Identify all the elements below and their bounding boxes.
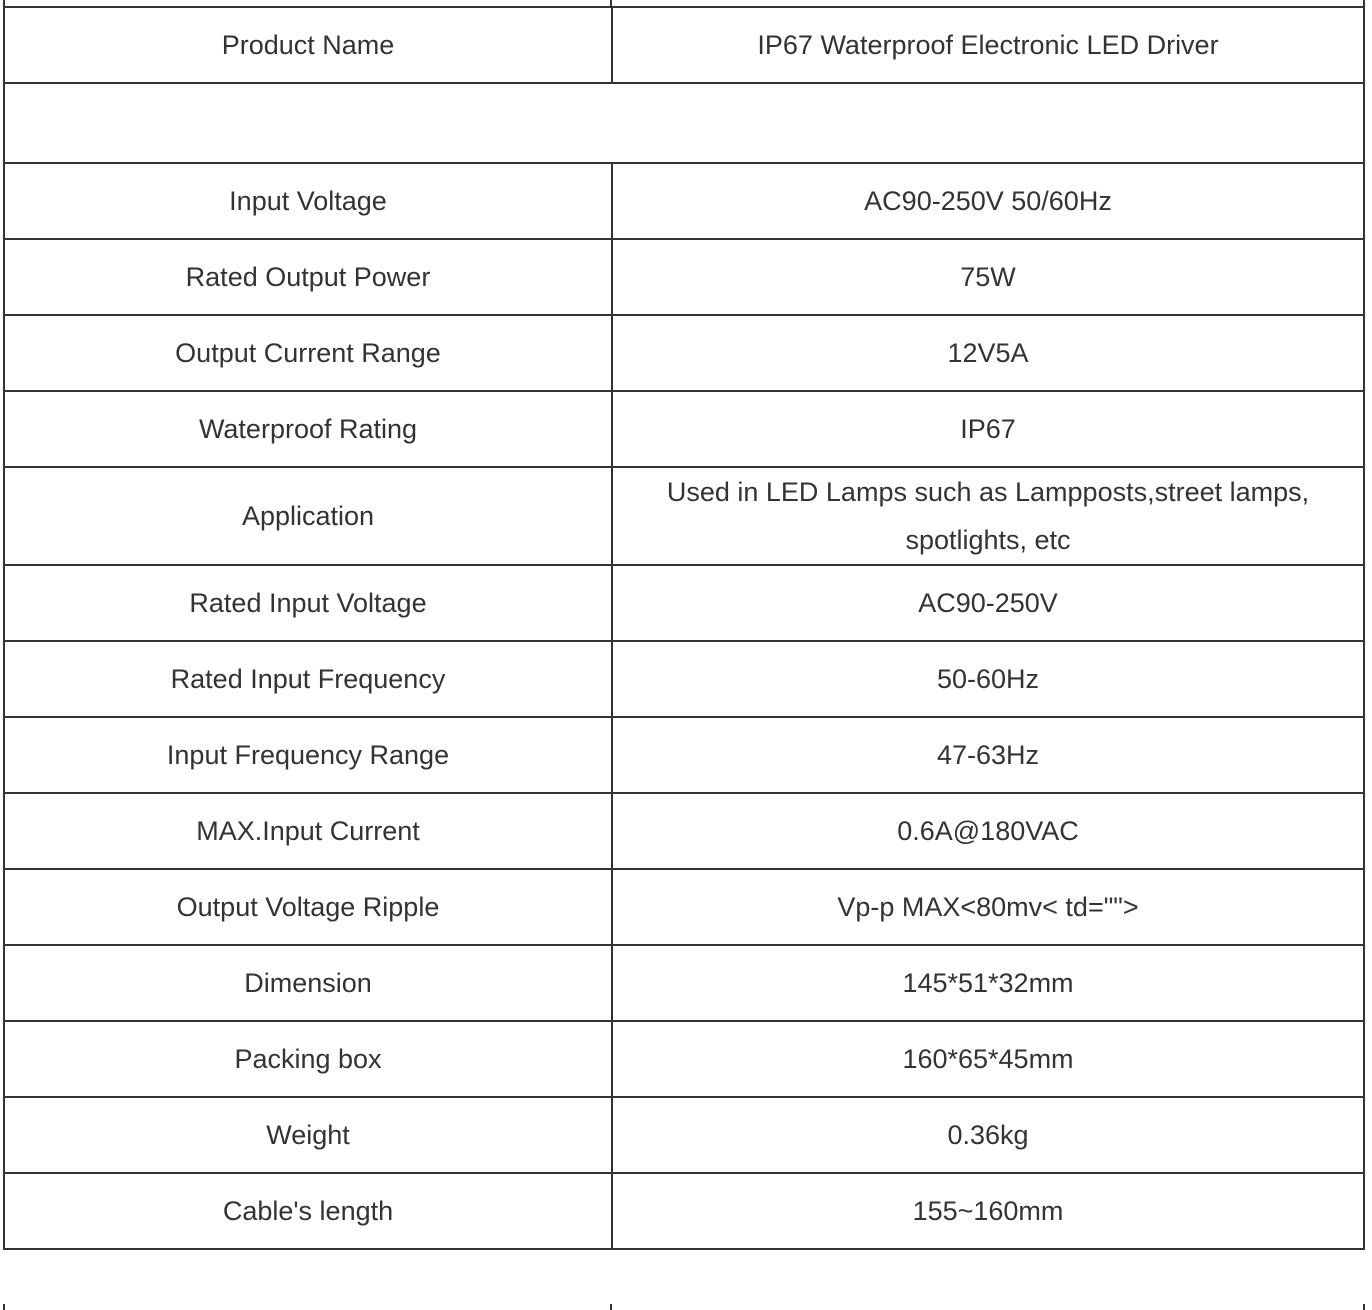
spec-value: 155~160mm bbox=[612, 1173, 1364, 1249]
spec-label: Weight bbox=[4, 1097, 612, 1173]
spec-value: 160*65*45mm bbox=[612, 1021, 1364, 1097]
table-row bbox=[4, 467, 1364, 565]
product-name-label: Product Name bbox=[4, 7, 612, 83]
spec-label: Dimension bbox=[4, 945, 612, 1021]
spec-label: Input Voltage bbox=[4, 163, 612, 239]
table-row bbox=[4, 239, 1364, 315]
spec-label: Application bbox=[4, 467, 612, 565]
spec-label: Waterproof Rating bbox=[4, 391, 612, 467]
spec-label: Output Current Range bbox=[4, 315, 612, 391]
spec-value: AC90-250V 50/60Hz bbox=[612, 163, 1364, 239]
table-row bbox=[4, 391, 1364, 467]
table-row bbox=[4, 1021, 1364, 1097]
empty-merged-cell bbox=[4, 83, 1364, 163]
spec-value: AC90-250V bbox=[612, 565, 1364, 641]
table-row bbox=[4, 869, 1364, 945]
spec-value: IP67 bbox=[612, 391, 1364, 467]
table-row-product-name bbox=[4, 7, 1364, 83]
spec-value: 50-60Hz bbox=[612, 641, 1364, 717]
spec-label: Rated Input Frequency bbox=[4, 641, 612, 717]
spec-value: 12V5A bbox=[612, 315, 1364, 391]
table-row bbox=[4, 565, 1364, 641]
spec-value: 75W bbox=[612, 239, 1364, 315]
spec-value: 0.6A@180VAC bbox=[612, 793, 1364, 869]
table-row bbox=[4, 717, 1364, 793]
spec-table bbox=[3, 6, 1365, 1250]
spec-label: Input Frequency Range bbox=[4, 717, 612, 793]
table-row bbox=[4, 1173, 1364, 1249]
table-row bbox=[4, 315, 1364, 391]
spec-value: 47-63Hz bbox=[612, 717, 1364, 793]
spec-label: Rated Input Voltage bbox=[4, 565, 612, 641]
spec-value: Used in LED Lamps such as Lampposts,street lamps, spotlights, etc bbox=[612, 467, 1364, 565]
spec-value: 145*51*32mm bbox=[612, 945, 1364, 1021]
spec-label: MAX.Input Current bbox=[4, 793, 612, 869]
table-row bbox=[4, 945, 1364, 1021]
spec-label: Cable's length bbox=[4, 1173, 612, 1249]
table-row bbox=[4, 793, 1364, 869]
spec-value: 0.36kg bbox=[612, 1097, 1364, 1173]
table-row-empty bbox=[4, 83, 1364, 163]
table-row bbox=[4, 1097, 1364, 1173]
product-name-value: IP67 Waterproof Electronic LED Driver bbox=[612, 7, 1364, 83]
table-row bbox=[4, 163, 1364, 239]
spec-label: Output Voltage Ripple bbox=[4, 869, 612, 945]
spec-label: Rated Output Power bbox=[4, 239, 612, 315]
table-row bbox=[4, 641, 1364, 717]
spec-value: Vp-p MAX<80mv< td=""> bbox=[612, 869, 1364, 945]
table-bottom-continuation bbox=[0, 1304, 1372, 1310]
spec-label: Packing box bbox=[4, 1021, 612, 1097]
